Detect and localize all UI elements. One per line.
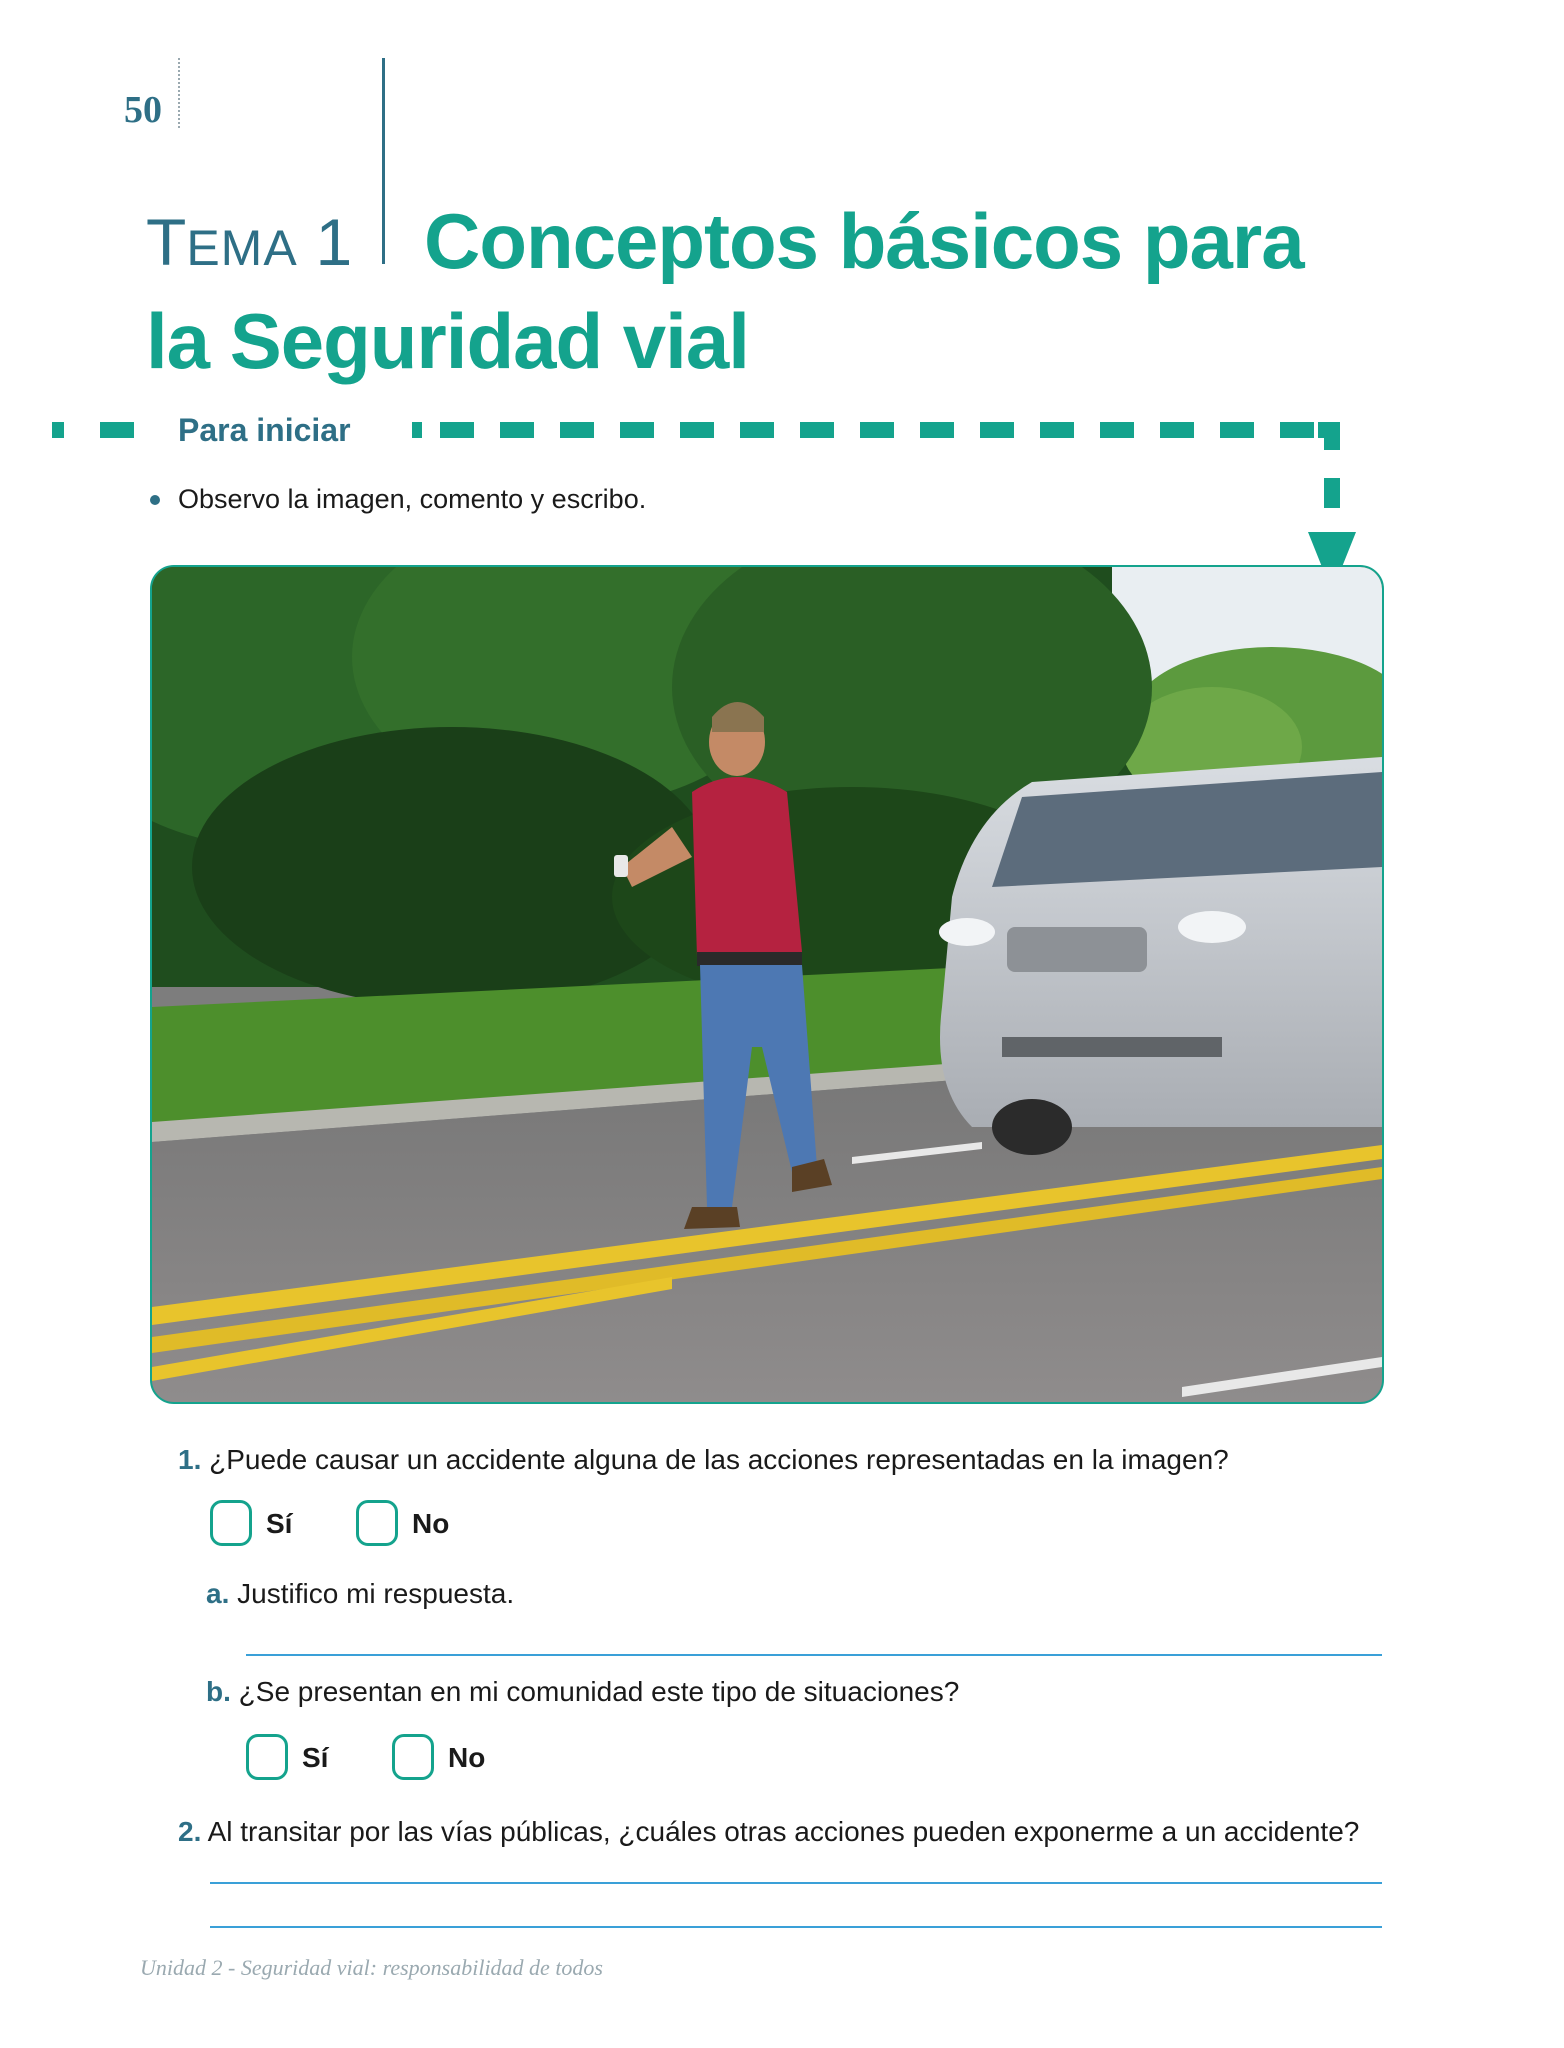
q1b-no-label: No [448, 1742, 486, 1773]
question-2-text: Al transitar por las vías públicas, ¿cuáles otras acciones pueden exponerme a un accidente? [207, 1816, 1360, 1847]
question-1a [206, 1578, 514, 1610]
page-number: 50 [124, 89, 162, 131]
question-1b [206, 1676, 959, 1708]
question-1a-letter: a. [206, 1578, 230, 1609]
footer-unit-text: Unidad 2 - Seguridad vial: responsabilidad de todos [140, 1955, 603, 1980]
q1-yes-checkbox[interactable] [210, 1500, 252, 1546]
question-1-text: ¿Puede causar un accidente alguna de las acciones representadas en la imagen? [209, 1444, 1229, 1475]
question-1-number: 1. [178, 1444, 202, 1475]
road-scene-photo [150, 565, 1384, 1404]
tema-number: 1 [315, 205, 353, 279]
section-heading: Para iniciar [178, 412, 351, 448]
question-2 [178, 1816, 1359, 1848]
bullet-icon [150, 495, 160, 505]
instruction-text: Observo la imagen, comento y escribo. [178, 484, 647, 514]
q1b-yes-label: Sí [302, 1742, 329, 1773]
question-1b-text: ¿Se presentan en mi comunidad este tipo de situaciones? [238, 1676, 960, 1707]
tema-prefix-big: T [146, 205, 187, 279]
dash-segment [100, 422, 134, 438]
question-1 [178, 1444, 1229, 1476]
tema-prefix-small: EMA [186, 220, 298, 276]
answer-line-2b[interactable] [210, 1926, 1382, 1928]
question-1b-letter: b. [206, 1676, 231, 1707]
page-title-line2: la Seguridad vial [146, 297, 749, 385]
q1-no-label: No [412, 1508, 450, 1539]
q1b-no-checkbox[interactable] [392, 1734, 434, 1780]
question-1a-text: Justifico mi respuesta. [237, 1578, 515, 1609]
answer-line-1a[interactable] [246, 1654, 1382, 1656]
page-title-line1: Conceptos básicos para [424, 197, 1304, 285]
q1-yes-label: Sí [266, 1508, 293, 1539]
dash-segment [52, 422, 64, 438]
answer-line-2a[interactable] [210, 1882, 1382, 1884]
question-2-number: 2. [178, 1816, 202, 1847]
car-illustration [939, 757, 1382, 1155]
q1b-yes-checkbox[interactable] [246, 1734, 288, 1780]
q1-no-checkbox[interactable] [356, 1500, 398, 1546]
